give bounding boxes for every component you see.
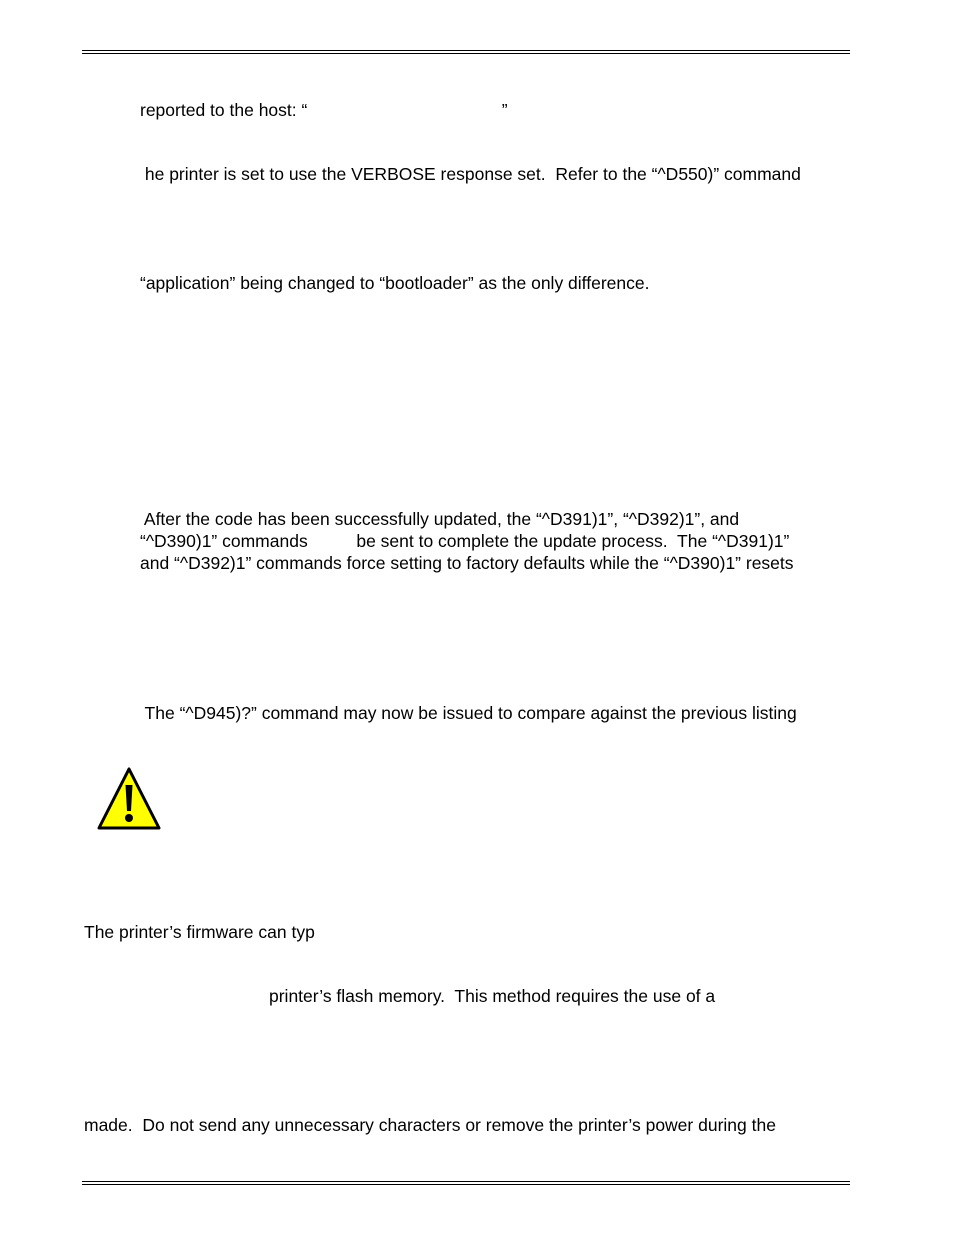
text-line-reported-to-host: reported to the host: “ ” <box>140 100 508 120</box>
header-rule <box>82 50 850 54</box>
text-line-verbose-response: he printer is set to use the VERBOSE response set. Refer to the “^D550)” command <box>140 164 801 184</box>
text-line-commands-sent: “^D390)1” commands be sent to complete the update process. The “^D391)1” <box>140 531 790 551</box>
warning-triangle-icon <box>96 765 162 831</box>
text-line-power-warning: made. Do not send any unnecessary characters or remove the printer’s power during the <box>84 1115 776 1135</box>
text-line-flash-memory: printer’s flash memory. This method requires the use of a <box>269 986 716 1006</box>
text-line-d945-command: The “^D945)?” command may now be issued to compare against the previous listing <box>140 703 797 723</box>
text-line-firmware: The printer’s firmware can typ <box>84 922 315 942</box>
text-line-factory-defaults: and “^D392)1” commands force setting to factory defaults while the “^D390)1” resets <box>140 553 794 573</box>
footer-rule <box>82 1181 850 1185</box>
text-line-code-updated: After the code has been successfully updated, the “^D391)1”, “^D392)1”, and <box>140 509 740 529</box>
text-line-bootloader: “application” being changed to “bootloader” as the only difference. <box>140 273 650 293</box>
